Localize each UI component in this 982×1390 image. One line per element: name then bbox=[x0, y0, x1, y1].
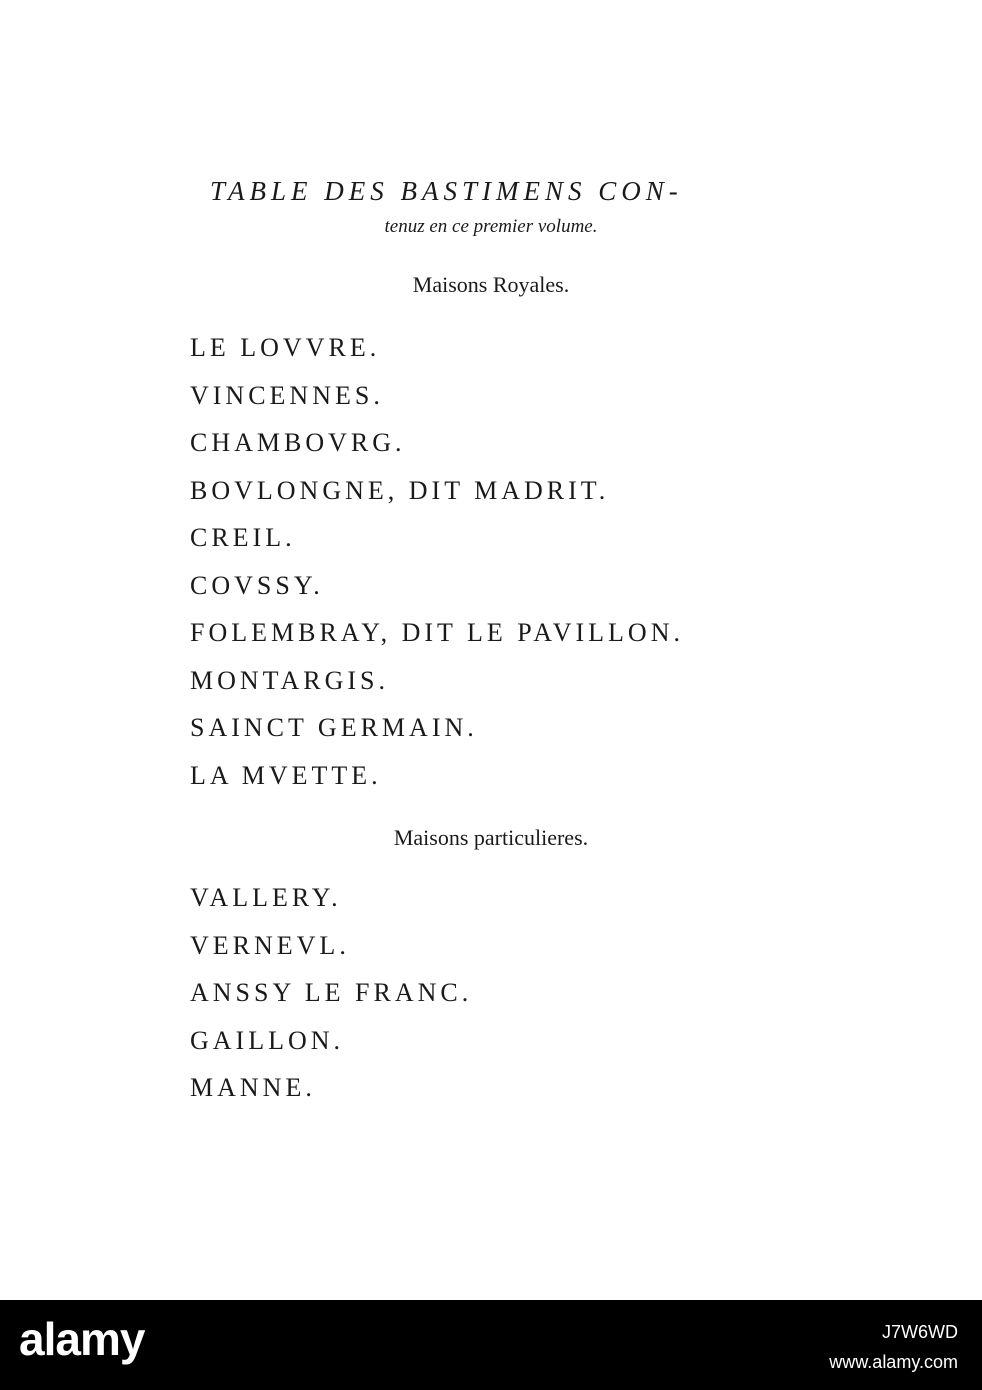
list-item: MANNE. bbox=[190, 1073, 316, 1102]
table-title: TABLE DES BASTIMENS CON- bbox=[210, 176, 683, 206]
list-item: VINCENNES. bbox=[190, 380, 384, 410]
list-item: VALLERY. bbox=[190, 883, 342, 912]
list-item: LA MVETTE. bbox=[190, 760, 382, 790]
list-item: CREIL. bbox=[190, 523, 296, 552]
watermark-band bbox=[0, 1300, 982, 1390]
list-item: ANSSY LE FRANC. bbox=[190, 978, 473, 1007]
image-id: J7W6WD bbox=[882, 1322, 958, 1342]
list-item: BOVLONGNE, DIT MADRIT. bbox=[190, 475, 610, 505]
list-item: CHAMBOVRG. bbox=[190, 428, 406, 457]
royal-houses-list bbox=[190, 332, 684, 807]
list-item: VERNEVL. bbox=[190, 930, 350, 960]
list-item: GAILLON. bbox=[190, 1025, 345, 1055]
watermark-url: www.alamy.com bbox=[829, 1352, 958, 1372]
section-heading-particulieres: Maisons particulieres. bbox=[393, 825, 589, 850]
list-item: SAINCT GERMAIN. bbox=[190, 713, 478, 742]
section-heading-royales: Maisons Royales. bbox=[412, 272, 570, 297]
table-subtitle: tenuz en ce premier volume. bbox=[384, 216, 598, 237]
list-item: COVSSY. bbox=[190, 570, 324, 600]
list-item: LE LOVVRE. bbox=[190, 333, 381, 362]
alamy-logo: alamy bbox=[19, 1313, 145, 1365]
list-item: MONTARGIS. bbox=[190, 665, 389, 695]
private-houses-list bbox=[190, 882, 472, 1120]
list-item: FOLEMBRAY, DIT LE PAVILLON. bbox=[190, 618, 684, 647]
